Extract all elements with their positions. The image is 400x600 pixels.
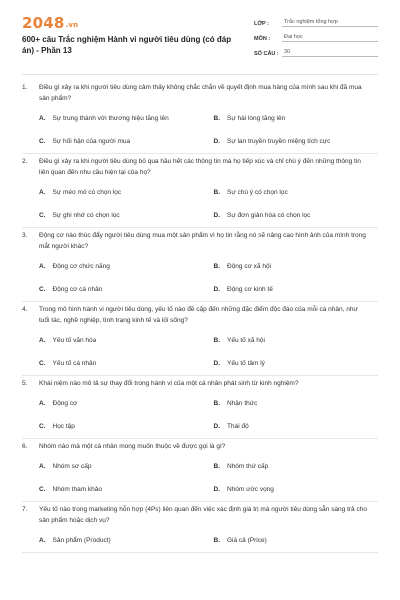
answer-text: Yếu tố cá nhân (52, 360, 97, 367)
answer-letter: D. (213, 360, 220, 367)
answer-text: Động cơ cá nhân (52, 286, 103, 293)
meta-label: LỚP : (254, 21, 269, 27)
meta-label: MÔN : (254, 36, 271, 42)
answer-text: Yếu tố xã hội (227, 337, 265, 344)
answer-text: Thái độ (227, 423, 249, 430)
question-number: 2. (22, 158, 28, 165)
answer-letter: B. (213, 463, 220, 470)
answer-grid (22, 181, 378, 227)
question-item (22, 376, 378, 439)
answer-letter: D. (213, 286, 220, 293)
answer-letter: B. (213, 263, 220, 270)
answer-grid (22, 329, 378, 375)
answer-text: Sự trung thành với thương hiệu tăng lên (52, 115, 169, 122)
answer-text: Nhóm sơ cấp (52, 463, 92, 470)
answer-letter: B. (213, 189, 220, 196)
answer-grid (22, 392, 378, 438)
question-text: Nhóm nào mà một cá nhân mong muốn thuộc về được gọi là gì? (39, 443, 226, 450)
answer-letter: A. (39, 400, 46, 407)
answer-text: Sự lan truyền truyền miệng tích cực (227, 138, 331, 145)
question-item (22, 80, 378, 154)
answer-letter: A. (39, 537, 46, 544)
answer-option[interactable] (214, 478, 379, 501)
answer-letter: B. (213, 337, 220, 344)
answer-letter: A. (39, 189, 46, 196)
answer-option[interactable] (39, 415, 204, 438)
answer-text: Sự ghi nhớ có chọn lọc (52, 212, 120, 219)
meta-info (254, 14, 378, 59)
answer-option[interactable] (214, 181, 379, 204)
question-text: Điều gì xảy ra khi người tiêu dùng bỏ qua hầu hết các thông tin mà họ tiếp xúc và chỉ chú ý đến những thông tin liên quan đến nhu cầu hiện tại của họ? (39, 158, 361, 176)
answer-grid (22, 255, 378, 301)
question-number: 1. (22, 84, 28, 91)
answer-text: Sản phẩm (Product) (52, 537, 111, 544)
answer-letter: C. (39, 286, 46, 293)
question-number: 3. (22, 232, 28, 239)
answer-letter: A. (39, 263, 46, 270)
answer-text: Nhận thức (227, 400, 258, 407)
answer-text: Nhóm thứ cấp (227, 463, 269, 470)
question-text: Động cơ nào thúc đẩy người tiêu dùng mua một sản phẩm vì họ tin rằng nó sẽ nâng cao hình ảnh của mình trong mắt người khác? (39, 232, 366, 250)
question-item (22, 439, 378, 502)
question-text: Điều gì xảy ra khi người tiêu dùng cảm thấy không chắc chắn về quyết định mua hàng của mình sau khi đã mua sản phẩm? (39, 84, 362, 102)
question-item (22, 154, 378, 228)
answer-option[interactable] (39, 204, 204, 227)
answer-option[interactable] (39, 529, 204, 552)
answer-option[interactable] (39, 352, 204, 375)
answer-text: Giá cả (Price) (227, 537, 267, 544)
answer-option[interactable] (214, 255, 379, 278)
answer-text: Học tập (52, 423, 75, 430)
answer-letter: B. (213, 537, 220, 544)
meta-value: Trắc nghiệm tổng hợp (282, 19, 378, 28)
answer-letter: D. (213, 212, 220, 219)
header-divider (22, 74, 378, 75)
question-item (22, 302, 378, 376)
answer-text: Nhóm ước vọng (227, 486, 274, 493)
question-item (22, 502, 378, 553)
answer-text: Sự hài lòng tăng lên (227, 115, 286, 122)
answer-letter: D. (213, 138, 220, 145)
answer-text: Động cơ kinh tế (227, 286, 273, 293)
answer-text: Sự đơn giản hóa có chọn lọc (227, 212, 311, 219)
meta-row-class (254, 14, 378, 27)
question-text: Trong mô hình hành vi người tiêu dùng, yếu tố nào đề cập đến những đặc điểm độc đáo của mỗi cá nhân, như tuổi tác, nghề nghiệp, tình trạng kinh tế và lối sống? (39, 306, 358, 324)
answer-letter: C. (39, 212, 46, 219)
site-logo[interactable] (22, 14, 78, 32)
question-number: 5. (22, 380, 28, 387)
answer-option[interactable] (39, 392, 204, 415)
answer-option[interactable] (39, 455, 204, 478)
answer-letter: A. (39, 115, 46, 122)
meta-row-count (254, 44, 378, 57)
answer-option[interactable] (39, 278, 204, 301)
answer-option[interactable] (214, 392, 379, 415)
answer-option[interactable] (214, 107, 379, 130)
answer-option[interactable] (214, 352, 379, 375)
answer-letter: A. (39, 463, 46, 470)
answer-text: Sự méo mó có chọn lọc (52, 189, 122, 196)
answer-letter: B. (213, 400, 220, 407)
answer-letter: C. (39, 360, 46, 367)
answer-letter: C. (39, 138, 46, 145)
answer-option[interactable] (214, 130, 379, 153)
question-number: 6. (22, 443, 28, 450)
answer-option[interactable] (214, 329, 379, 352)
answer-option[interactable] (39, 130, 204, 153)
answer-letter: D. (213, 486, 220, 493)
logo-suffix: .vn (65, 21, 79, 29)
answer-letter: C. (39, 486, 46, 493)
answer-grid (22, 529, 378, 552)
answer-option[interactable] (214, 278, 379, 301)
question-item (22, 228, 378, 302)
question-text: Yếu tố nào trong marketing hỗn hợp (4Ps) liên quan đến việc xác định giá trị mà người tiêu dùng sẵn sàng trả cho sản phẩm hoặc dịch vụ? (39, 506, 367, 524)
answer-option[interactable] (39, 107, 204, 130)
page-header (0, 0, 400, 72)
answer-text: Yếu tố tâm lý (227, 360, 265, 367)
answer-letter: D. (213, 423, 220, 430)
document-title: 600+ câu Trắc nghiệm Hành vi người tiêu dùng (có đáp án) - Phần 13 (22, 35, 232, 55)
answer-option[interactable] (39, 255, 204, 278)
answer-option[interactable] (214, 204, 379, 227)
answer-text: Sự chú ý có chọn lọc (227, 189, 288, 196)
meta-row-subject (254, 29, 378, 42)
answer-option[interactable] (214, 455, 379, 478)
answer-text: Động cơ chức năng (52, 263, 110, 270)
answer-option[interactable] (214, 415, 379, 438)
question-list (22, 80, 378, 553)
answer-letter: B. (213, 115, 220, 122)
answer-text: Sự hối hận của người mua (52, 138, 131, 145)
answer-grid (22, 455, 378, 501)
meta-label: SỐ CÂU : (254, 51, 279, 57)
answer-text: Yếu tố văn hóa (52, 337, 97, 344)
question-number: 7. (22, 506, 28, 513)
answer-text: Động cơ xã hội (227, 263, 272, 270)
meta-value: Đại học (282, 34, 378, 43)
answer-option[interactable] (39, 181, 204, 204)
answer-option[interactable] (39, 478, 204, 501)
meta-value: 30 (282, 49, 378, 58)
answer-letter: A. (39, 337, 46, 344)
answer-text: Động cơ (52, 400, 78, 407)
answer-option[interactable] (39, 329, 204, 352)
answer-letter: C. (39, 423, 46, 430)
answer-option[interactable] (214, 529, 379, 552)
logo-text: 2048 (22, 14, 65, 32)
question-number: 4. (22, 306, 28, 313)
answer-text: Nhóm tham khảo (52, 486, 102, 493)
question-text: Khái niệm nào mô tả sự thay đổi trong hành vi của một cá nhân phát sinh từ kinh nghiệm? (39, 380, 299, 387)
answer-grid (22, 107, 378, 153)
